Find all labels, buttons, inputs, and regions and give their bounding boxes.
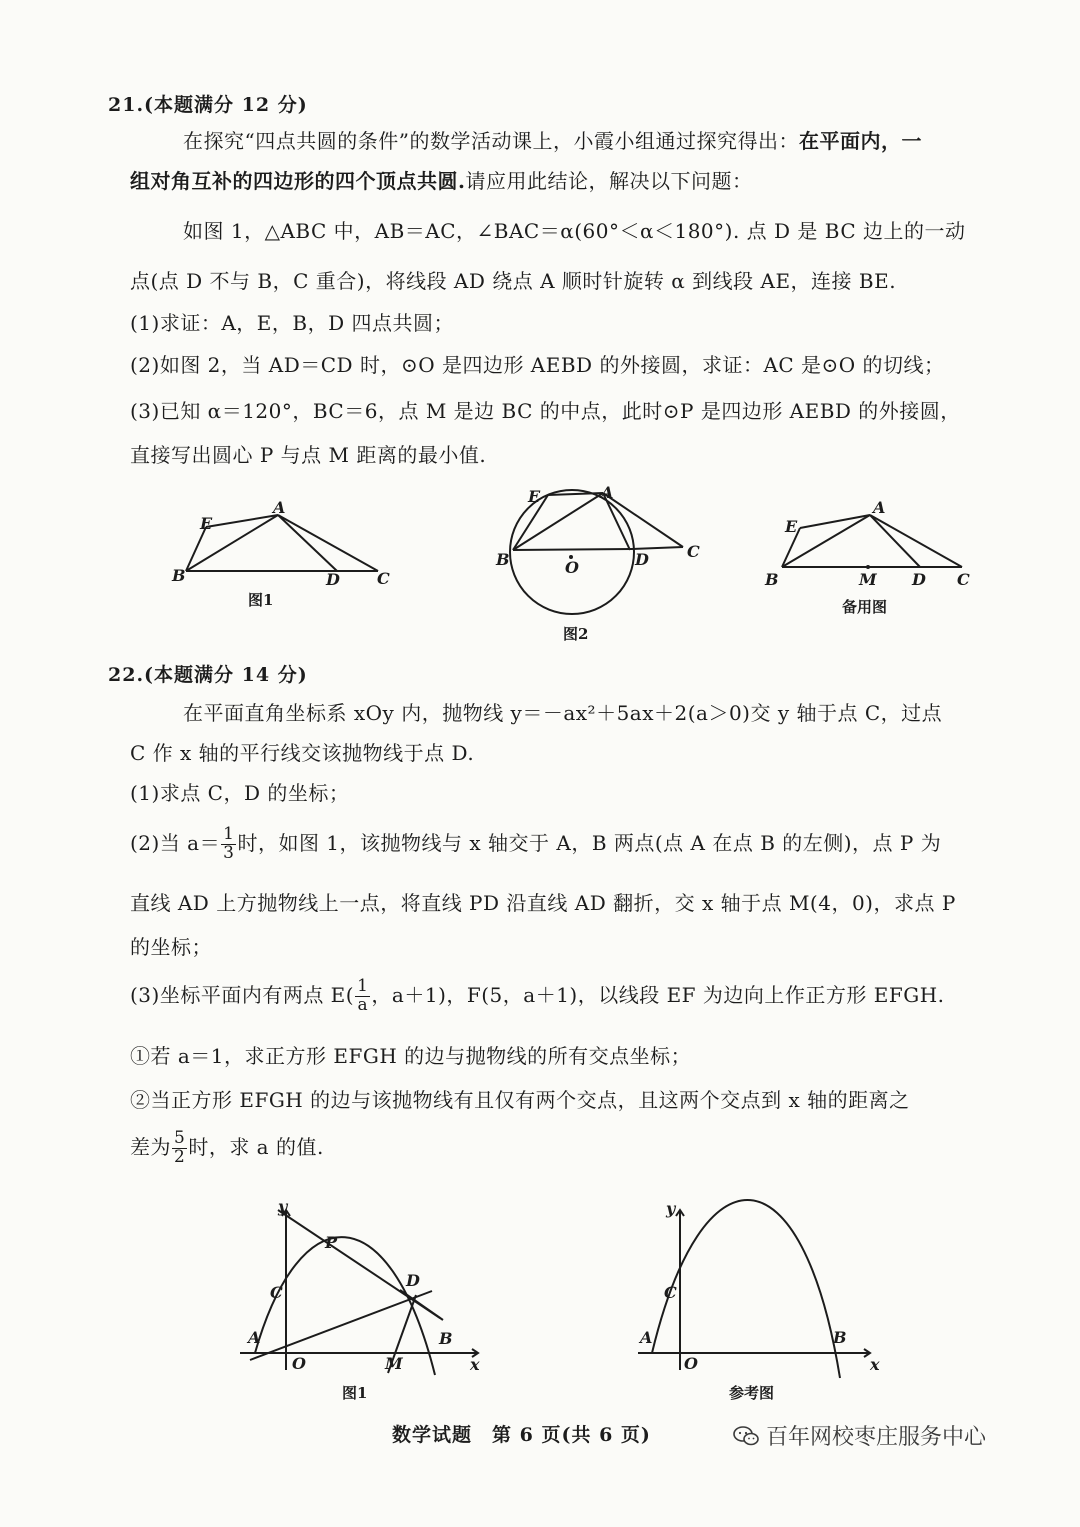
q22-sub1: ①若 a＝1，求正方形 EFGH 的边与抛物线的所有交点坐标； <box>130 1044 692 1068</box>
label-y: y <box>278 1197 288 1216</box>
label-B: B <box>496 550 510 569</box>
page-footer <box>392 1420 671 1447</box>
label-D: D <box>326 570 340 589</box>
q21-figure-1 <box>160 495 410 615</box>
wechat-icon <box>732 1425 760 1447</box>
q22-part2-line2: 直线 AD 上方抛物线上一点，将直线 PD 沿直线 AD 翻折，交 x 轴于点 M(4，0)，求点 P <box>130 891 956 915</box>
q21-part1: (1)求证：A，E，B，D 四点共圆； <box>130 311 454 335</box>
label-C: C <box>957 570 970 589</box>
fraction-one-over-a: $\frac{1}{a}$ <box>357 976 369 1015</box>
label-C: C <box>377 569 390 588</box>
q22-part2-line1: (2)当 a＝ $\frac{1}{3}$ 时，如图 1，该抛物线与 x 轴交于 A，B 两点(点 A 在点 B 的左侧)，点 P 为 <box>130 824 942 863</box>
label-E: E <box>200 514 213 533</box>
q22-fig1-caption: 图1 <box>342 1384 368 1402</box>
label-y: y <box>666 1199 676 1218</box>
label-D: D <box>406 1271 420 1290</box>
watermark <box>732 1420 986 1451</box>
watermark-text: 百年网校枣庄服务中心 <box>766 1425 987 1450</box>
label-P: P <box>325 1233 338 1252</box>
label-O: O <box>292 1354 306 1373</box>
label-C: C <box>664 1283 677 1302</box>
q21-setup-line1: 如图 1，△ABC 中，AB＝AC，∠BAC＝α(60°＜α＜180°). 点 D 是 BC 边上的一动 <box>183 219 966 243</box>
q21-intro-line1: 在探究“四点共圆的条件”的数学活动课上，小霞小组通过探究得出：在平面内，一 <box>183 129 922 153</box>
q21-figure-backup <box>760 495 990 625</box>
q22-figure-1 <box>240 1197 500 1402</box>
label-C: C <box>687 542 700 561</box>
fraction-one-third: $\frac{1}{3}$ <box>223 824 235 863</box>
label-O: O <box>565 558 579 577</box>
q22-sub2-line2: 差为 $\frac{5}{2}$ 时，求 a 的值. <box>130 1128 324 1167</box>
q21-setup-line2: 点(点 D 不与 B，C 重合)，将线段 AD 绕点 A 顺时针旋转 α 到线段 AE，连接 BE. <box>130 269 897 293</box>
q22-intro-line1: 在平面直角坐标系 xOy 内，抛物线 y＝－ax²＋5ax＋2(a＞0)交 y 轴于点 C，过点 <box>183 701 943 725</box>
label-x: x <box>870 1355 880 1374</box>
q22-sub2-line1: ②当正方形 EFGH 的边与该抛物线有且仅有两个交点，且这两个交点到 x 轴的距离之 <box>130 1088 910 1112</box>
label-C: C <box>270 1283 283 1302</box>
label-A: A <box>601 483 614 502</box>
fraction-five-halves: $\frac{5}{2}$ <box>174 1128 186 1167</box>
label-A: A <box>873 498 886 517</box>
label-B: B <box>765 570 779 589</box>
label-M: M <box>385 1354 403 1373</box>
label-A: A <box>248 1328 261 1347</box>
footer-subject: 数学试题 <box>392 1424 473 1446</box>
footer-page: 第 6 页(共 6 页) <box>492 1424 651 1446</box>
label-D: D <box>912 570 926 589</box>
label-B: B <box>439 1329 453 1348</box>
q21-part3-line1: (3)已知 α＝120°，BC＝6，点 M 是边 BC 的中点，此时⊙P 是四边形 AEBD 的外接圆， <box>130 399 961 423</box>
q22-part3: (3)坐标平面内有两点 E( $\frac{1}{a}$ ，a＋1)，F(5，a＋1)，以线段 EF 为边向上作正方形 EFGH. <box>130 976 945 1015</box>
q22-part1: (1)求点 C，D 的坐标； <box>130 781 350 805</box>
q21-figure-2 <box>490 485 710 645</box>
label-O: O <box>684 1354 698 1373</box>
label-E: E <box>785 517 798 536</box>
q21-fig3-caption: 备用图 <box>842 598 888 616</box>
q22-figure-reference <box>632 1199 892 1402</box>
q21-fig1-caption: 图1 <box>248 591 274 609</box>
q22-intro-line2: C 作 x 轴的平行线交该抛物线于点 D. <box>130 741 475 765</box>
label-A: A <box>640 1328 653 1347</box>
q21-heading: 21.(本题满分 12 分) <box>108 94 308 116</box>
q22-part2-line3: 的坐标； <box>130 935 212 959</box>
label-E: E <box>528 487 541 506</box>
label-M: M <box>859 570 877 589</box>
q21-intro-line2: 组对角互补的四边形的四个顶点共圆.请应用此结论，解决以下问题： <box>130 169 753 193</box>
q21-part3-line2: 直接写出圆心 P 与点 M 距离的最小值. <box>130 443 487 467</box>
label-B: B <box>833 1328 847 1347</box>
q22-heading: 22.(本题满分 14 分) <box>108 664 308 686</box>
q21-fig2-caption: 图2 <box>563 625 589 643</box>
label-D: D <box>635 550 649 569</box>
label-x: x <box>470 1355 480 1374</box>
q21-part2: (2)如图 2，当 AD＝CD 时，⊙O 是四边形 AEBD 的外接圆，求证：AC 是⊙O 的切线； <box>130 353 945 377</box>
q22-fig2-caption: 参考图 <box>729 1384 775 1402</box>
label-B: B <box>172 566 186 585</box>
label-A: A <box>273 498 286 517</box>
